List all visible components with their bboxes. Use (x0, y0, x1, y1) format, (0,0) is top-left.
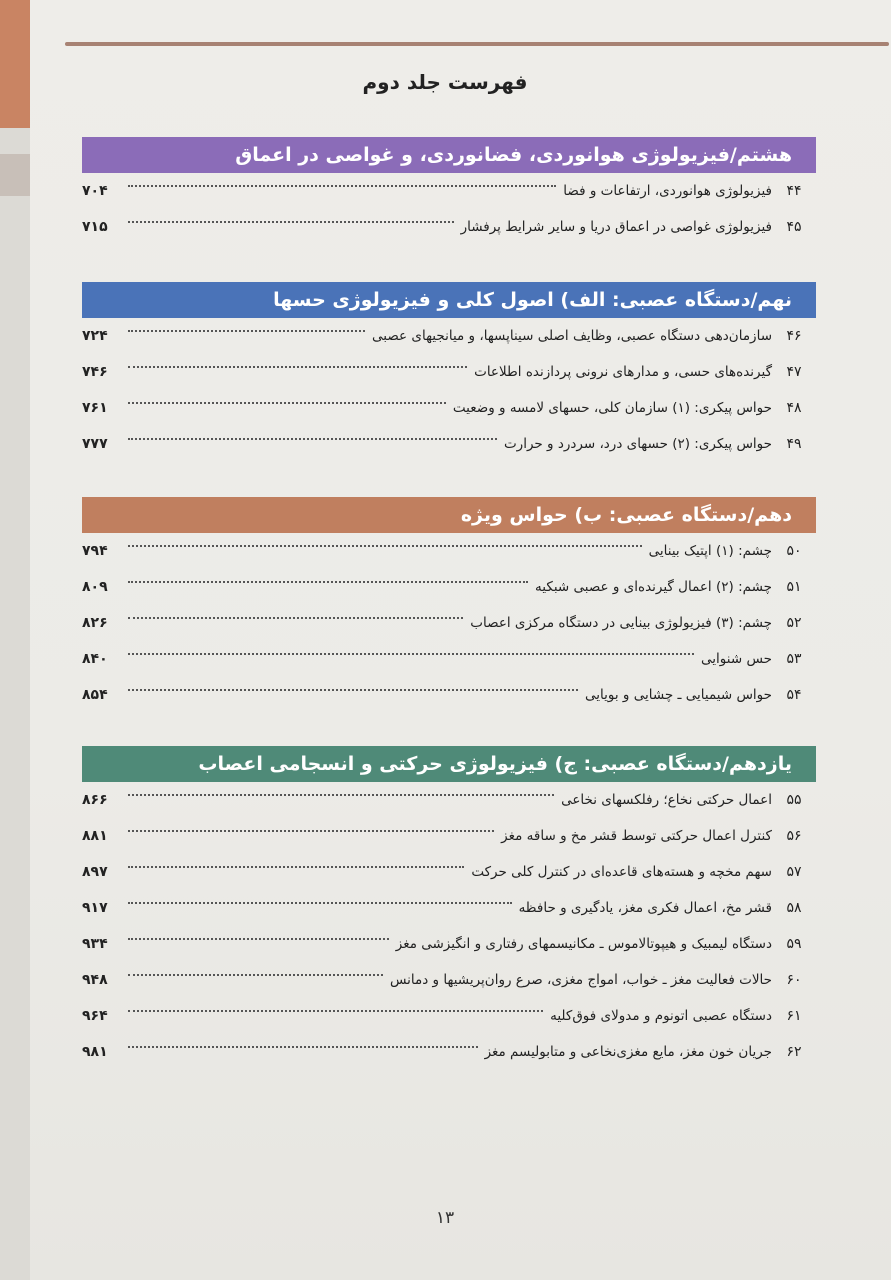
dot-leader (128, 830, 494, 832)
dot-leader (128, 794, 554, 796)
page-ref: ۹۳۴ (82, 936, 108, 952)
chapter-title: سازمان‌دهی دستگاه عصبی، وظایف اصلی سیناپسها، و میانجیهای عصبی (372, 328, 772, 344)
page-ref: ۹۴۸ (82, 972, 108, 988)
chapter-title: جریان خون مغز، مایع مغزی‌نخاعی و متابولیسم مغز (484, 1044, 772, 1060)
header-rule (65, 42, 889, 46)
page-ref: ۸۴۰ (82, 651, 108, 667)
page-ref: ۹۱۷ (82, 900, 108, 916)
dot-leader (128, 974, 383, 976)
dot-leader (128, 653, 694, 655)
page-ref: ۷۶۱ (82, 400, 108, 416)
chapter-number: ۵۲ (786, 615, 802, 631)
dot-leader (128, 1046, 478, 1048)
page-ref: ۷۴۶ (82, 364, 108, 380)
page-ref: ۷۱۵ (82, 219, 108, 235)
toc-entry[interactable] (82, 569, 816, 605)
toc-section-9 (82, 282, 816, 462)
toc-section-8 (82, 137, 816, 245)
chapter-number: ۴۴ (786, 183, 802, 199)
dot-leader (128, 545, 642, 547)
toc-entry[interactable] (82, 390, 816, 426)
toc-entry[interactable] (82, 854, 816, 890)
chapter-title: کنترل اعمال حرکتی توسط قشر مخ و ساقه مغز (501, 828, 772, 844)
section-banner: دهم/دستگاه عصبی: ب) حواس ویژه (82, 497, 816, 533)
chapter-title: چشم: (۱) اپتیک بینایی (648, 543, 772, 559)
chapter-number: ۴۹ (786, 436, 802, 452)
chapter-title: دستگاه لیمبیک و هیپوتالاموس ـ مکانیسمهای رفتاری و انگیزشی مغز (395, 936, 772, 952)
chapter-title: حس شنوایی (701, 651, 772, 667)
page-ref: ۸۸۱ (82, 828, 108, 844)
page-ref: ۸۶۶ (82, 792, 108, 808)
page-ref: ۷۲۴ (82, 328, 108, 344)
chapter-number: ۵۴ (786, 687, 802, 703)
chapter-number: ۵۵ (786, 792, 802, 808)
chapter-title: حواس شیمیایی ـ چشایی و بویایی (585, 687, 772, 703)
chapter-number: ۶۰ (786, 972, 802, 988)
page-ref: ۸۰۹ (82, 579, 108, 595)
toc-entry[interactable] (82, 209, 816, 245)
dot-leader (128, 366, 467, 368)
dot-leader (128, 438, 497, 440)
dot-leader (128, 402, 446, 404)
footer-page-number: ۱۳ (435, 1208, 455, 1228)
toc-section-10 (82, 497, 816, 713)
chapter-number: ۴۵ (786, 219, 802, 235)
toc-entry[interactable] (82, 318, 816, 354)
chapter-title: قشر مخ، اعمال فکری مغز، یادگیری و حافظه (518, 900, 772, 916)
toc-entry[interactable] (82, 962, 816, 998)
chapter-number: ۵۸ (786, 900, 802, 916)
page-ref: ۹۸۱ (82, 1044, 108, 1060)
page-ref: ۸۵۴ (82, 687, 108, 703)
toc-entry[interactable] (82, 173, 816, 209)
chapter-title: حواس پیکری: (۱) سازمان کلی، حسهای لامسه و وضعیت (452, 400, 772, 416)
chapter-title: حالات فعالیت مغز ـ خواب، امواج مغزی، صرع روان‌پریشیها و دمانس (389, 972, 772, 988)
chapter-number: ۵۳ (786, 651, 802, 667)
chapter-number: ۵۰ (786, 543, 802, 559)
toc-entry[interactable] (82, 533, 816, 569)
chapter-number: ۴۷ (786, 364, 802, 380)
dot-leader (128, 581, 528, 583)
chapter-number: ۶۲ (786, 1044, 802, 1060)
chapter-number: ۵۷ (786, 864, 802, 880)
page-ref: ۷۹۴ (82, 543, 108, 559)
toc-entry[interactable] (82, 998, 816, 1034)
toc-entry[interactable] (82, 1034, 816, 1070)
chapter-title: چشم: (۳) فیزیولوژی بینایی در دستگاه مرکزی اعصاب (470, 615, 772, 631)
toc-entry[interactable] (82, 890, 816, 926)
toc-entry[interactable] (82, 426, 816, 462)
toc-entry[interactable] (82, 641, 816, 677)
chapter-number: ۵۱ (786, 579, 802, 595)
chapter-title: دستگاه عصبی اتونوم و مدولای فوق‌کلیه (550, 1008, 772, 1024)
dot-leader (128, 689, 578, 691)
dot-leader (128, 866, 464, 868)
dot-leader (128, 185, 556, 187)
page-ref: ۸۹۷ (82, 864, 108, 880)
chapter-title: فیزیولوژی هوانوردی، ارتفاعات و فضا (563, 183, 772, 199)
section-banner: هشتم/فیزیولوژی هوانوردی، فضانوردی، و غواصی در اعماق (82, 137, 816, 173)
chapter-title: سهم مخچه و هسته‌های قاعده‌ای در کنترل کلی حرکت (471, 864, 772, 880)
toc-entry[interactable] (82, 926, 816, 962)
section-banner: یازدهم/دستگاه عصبی: ج) فیزیولوژی حرکتی و انسجامی اعصاب (82, 746, 816, 782)
page-edge-tab (0, 154, 30, 196)
toc-entry[interactable] (82, 782, 816, 818)
page-ref: ۷۷۷ (82, 436, 108, 452)
chapter-title: حواس پیکری: (۲) حسهای درد، سردرد و حرارت (503, 436, 772, 452)
page-ref: ۷۰۴ (82, 183, 108, 199)
page-edge (0, 128, 30, 1280)
chapter-title: اعمال حرکتی نخاع؛ رفلکسهای نخاعی (561, 792, 772, 808)
section-banner: نهم/دستگاه عصبی: الف) اصول کلی و فیزیولوژی حسها (82, 282, 816, 318)
toc-entry[interactable] (82, 677, 816, 713)
chapter-number: ۵۹ (786, 936, 802, 952)
chapter-number: ۴۶ (786, 328, 802, 344)
chapter-title: فیزیولوژی غواصی در اعماق دریا و سایر شرایط پرفشار (460, 219, 772, 235)
chapter-number: ۵۶ (786, 828, 802, 844)
page-ref: ۸۲۶ (82, 615, 108, 631)
chapter-number: ۴۸ (786, 400, 802, 416)
chapter-title: گیرنده‌های حسی، و مدارهای نرونی پردازنده اطلاعات (474, 364, 772, 380)
page-ref: ۹۶۴ (82, 1008, 108, 1024)
dot-leader (128, 617, 463, 619)
page-edge-top (0, 0, 30, 128)
page-title: فهرست جلد دوم (362, 70, 528, 94)
toc-section-11 (82, 746, 816, 1070)
dot-leader (128, 902, 512, 904)
chapter-number: ۶۱ (786, 1008, 802, 1024)
chapter-title: چشم: (۲) اعمال گیرنده‌ای و عصبی شبکیه (535, 579, 772, 595)
dot-leader (128, 938, 389, 940)
toc-entry[interactable] (82, 354, 816, 390)
toc-entry[interactable] (82, 605, 816, 641)
dot-leader (128, 1010, 543, 1012)
dot-leader (128, 330, 365, 332)
dot-leader (128, 221, 454, 223)
toc-entry[interactable] (82, 818, 816, 854)
